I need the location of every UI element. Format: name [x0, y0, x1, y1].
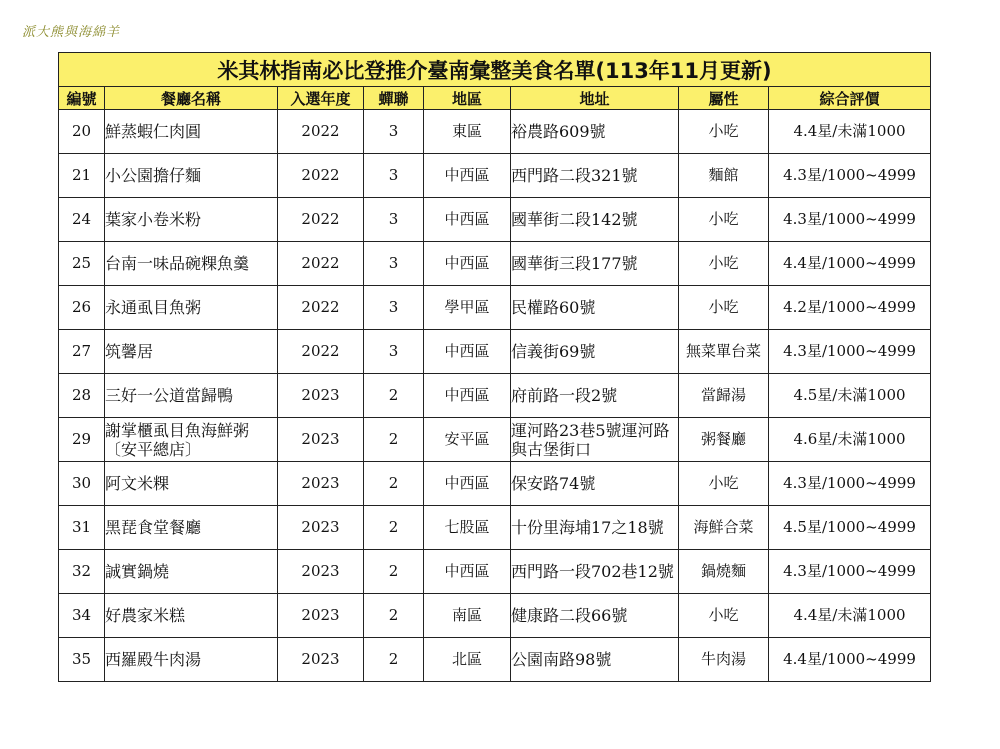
cell-id: 32 — [59, 550, 105, 594]
cell-id: 21 — [59, 154, 105, 198]
cell-address: 西門路二段321號 — [511, 154, 679, 198]
table-row — [59, 198, 931, 242]
cell-restaurant-name: 三好一公道當歸鴨 — [105, 374, 278, 418]
table-body — [59, 53, 931, 682]
cell-district: 安平區 — [424, 418, 511, 462]
cell-year: 2022 — [278, 110, 364, 154]
cell-streak: 2 — [364, 418, 424, 462]
cell-address: 國華街二段142號 — [511, 198, 679, 242]
table-row — [59, 330, 931, 374]
cell-year: 2022 — [278, 198, 364, 242]
cell-streak: 3 — [364, 330, 424, 374]
cell-id: 25 — [59, 242, 105, 286]
table-row — [59, 286, 931, 330]
cell-streak: 2 — [364, 638, 424, 682]
cell-address: 民權路60號 — [511, 286, 679, 330]
cell-category: 麵館 — [679, 154, 769, 198]
cell-district: 中西區 — [424, 374, 511, 418]
table-title: 米其林指南必比登推介臺南彙整美食名單(113年11月更新) — [59, 53, 931, 87]
cell-streak: 2 — [364, 594, 424, 638]
cell-district: 學甲區 — [424, 286, 511, 330]
cell-address: 裕農路609號 — [511, 110, 679, 154]
cell-rating: 4.4星/未滿1000 — [769, 110, 931, 154]
cell-rating: 4.3星/1000~4999 — [769, 198, 931, 242]
table-header-row — [59, 87, 931, 110]
table-row — [59, 154, 931, 198]
cell-streak: 2 — [364, 506, 424, 550]
cell-category: 當歸湯 — [679, 374, 769, 418]
cell-rating: 4.4星/1000~4999 — [769, 242, 931, 286]
column-header-year: 入選年度 — [278, 87, 364, 110]
cell-streak: 2 — [364, 550, 424, 594]
cell-address: 信義街69號 — [511, 330, 679, 374]
cell-address: 十份里海埔17之18號 — [511, 506, 679, 550]
cell-id: 26 — [59, 286, 105, 330]
cell-rating: 4.3星/1000~4999 — [769, 330, 931, 374]
cell-restaurant-name: 好農家米糕 — [105, 594, 278, 638]
cell-year: 2023 — [278, 506, 364, 550]
cell-category: 無菜單台菜 — [679, 330, 769, 374]
cell-category: 小吃 — [679, 198, 769, 242]
cell-address: 運河路23巷5號運河路與古堡街口 — [511, 418, 679, 462]
cell-year: 2023 — [278, 550, 364, 594]
cell-district: 中西區 — [424, 330, 511, 374]
cell-year: 2023 — [278, 462, 364, 506]
cell-year: 2023 — [278, 418, 364, 462]
column-header-streak: 蟬聯 — [364, 87, 424, 110]
cell-streak: 3 — [364, 110, 424, 154]
cell-category: 小吃 — [679, 242, 769, 286]
cell-category: 小吃 — [679, 286, 769, 330]
cell-id: 30 — [59, 462, 105, 506]
cell-address: 保安路74號 — [511, 462, 679, 506]
cell-category: 粥餐廳 — [679, 418, 769, 462]
cell-restaurant-name: 西羅殿牛肉湯 — [105, 638, 278, 682]
table-title-row — [59, 53, 931, 87]
cell-category: 小吃 — [679, 594, 769, 638]
cell-category: 小吃 — [679, 110, 769, 154]
cell-restaurant-name: 永通虱目魚粥 — [105, 286, 278, 330]
cell-year: 2022 — [278, 330, 364, 374]
cell-restaurant-name: 葉家小卷米粉 — [105, 198, 278, 242]
table-row — [59, 110, 931, 154]
cell-district: 中西區 — [424, 198, 511, 242]
cell-streak: 3 — [364, 198, 424, 242]
table-row — [59, 374, 931, 418]
cell-rating: 4.4星/1000~4999 — [769, 638, 931, 682]
cell-rating: 4.5星/1000~4999 — [769, 506, 931, 550]
cell-id: 34 — [59, 594, 105, 638]
column-header-id: 編號 — [59, 87, 105, 110]
cell-year: 2023 — [278, 374, 364, 418]
cell-year: 2022 — [278, 242, 364, 286]
table-row — [59, 242, 931, 286]
column-header-category: 屬性 — [679, 87, 769, 110]
cell-rating: 4.3星/1000~4999 — [769, 462, 931, 506]
cell-streak: 2 — [364, 374, 424, 418]
cell-rating: 4.3星/1000~4999 — [769, 154, 931, 198]
cell-year: 2022 — [278, 286, 364, 330]
cell-category: 小吃 — [679, 462, 769, 506]
table-row — [59, 594, 931, 638]
cell-address: 國華街三段177號 — [511, 242, 679, 286]
cell-address: 府前路一段2號 — [511, 374, 679, 418]
watermark-line-1: 派大熊與海綿羊 — [22, 25, 121, 40]
column-header-district: 地區 — [424, 87, 511, 110]
column-header-name: 餐廳名稱 — [105, 87, 278, 110]
cell-restaurant-name: 鮮蒸蝦仁肉圓 — [105, 110, 278, 154]
cell-id: 27 — [59, 330, 105, 374]
cell-category: 牛肉湯 — [679, 638, 769, 682]
cell-id: 31 — [59, 506, 105, 550]
table-row — [59, 418, 931, 462]
cell-restaurant-name: 誠實鍋燒 — [105, 550, 278, 594]
cell-id: 29 — [59, 418, 105, 462]
cell-restaurant-name: 台南一味品碗粿魚羹 — [105, 242, 278, 286]
cell-rating: 4.5星/未滿1000 — [769, 374, 931, 418]
cell-restaurant-name: 謝掌櫃虱目魚海鮮粥〔安平總店〕 — [105, 418, 278, 462]
cell-district: 中西區 — [424, 154, 511, 198]
cell-category: 鍋燒麵 — [679, 550, 769, 594]
cell-streak: 3 — [364, 154, 424, 198]
cell-restaurant-name: 黑琵食堂餐廳 — [105, 506, 278, 550]
column-header-rating: 綜合評價 — [769, 87, 931, 110]
cell-address: 公園南路98號 — [511, 638, 679, 682]
cell-streak: 3 — [364, 242, 424, 286]
cell-restaurant-name: 阿文米粿 — [105, 462, 278, 506]
cell-id: 28 — [59, 374, 105, 418]
cell-restaurant-name: 筑馨居 — [105, 330, 278, 374]
cell-category: 海鮮合菜 — [679, 506, 769, 550]
cell-district: 南區 — [424, 594, 511, 638]
cell-restaurant-name: 小公園擔仔麵 — [105, 154, 278, 198]
column-header-address: 地址 — [511, 87, 679, 110]
table-row — [59, 550, 931, 594]
table-row — [59, 506, 931, 550]
cell-id: 35 — [59, 638, 105, 682]
cell-year: 2023 — [278, 638, 364, 682]
cell-rating: 4.6星/未滿1000 — [769, 418, 931, 462]
cell-id: 20 — [59, 110, 105, 154]
cell-district: 中西區 — [424, 462, 511, 506]
cell-address: 西門路一段702巷12號 — [511, 550, 679, 594]
cell-streak: 3 — [364, 286, 424, 330]
cell-district: 中西區 — [424, 550, 511, 594]
cell-rating: 4.2星/1000~4999 — [769, 286, 931, 330]
cell-rating: 4.3星/1000~4999 — [769, 550, 931, 594]
cell-rating: 4.4星/未滿1000 — [769, 594, 931, 638]
cell-district: 七股區 — [424, 506, 511, 550]
cell-district: 東區 — [424, 110, 511, 154]
restaurant-table — [58, 52, 931, 682]
cell-district: 北區 — [424, 638, 511, 682]
table-row — [59, 638, 931, 682]
cell-streak: 2 — [364, 462, 424, 506]
cell-address: 健康路二段66號 — [511, 594, 679, 638]
table-row — [59, 462, 931, 506]
cell-district: 中西區 — [424, 242, 511, 286]
cell-id: 24 — [59, 198, 105, 242]
cell-year: 2023 — [278, 594, 364, 638]
cell-year: 2022 — [278, 154, 364, 198]
